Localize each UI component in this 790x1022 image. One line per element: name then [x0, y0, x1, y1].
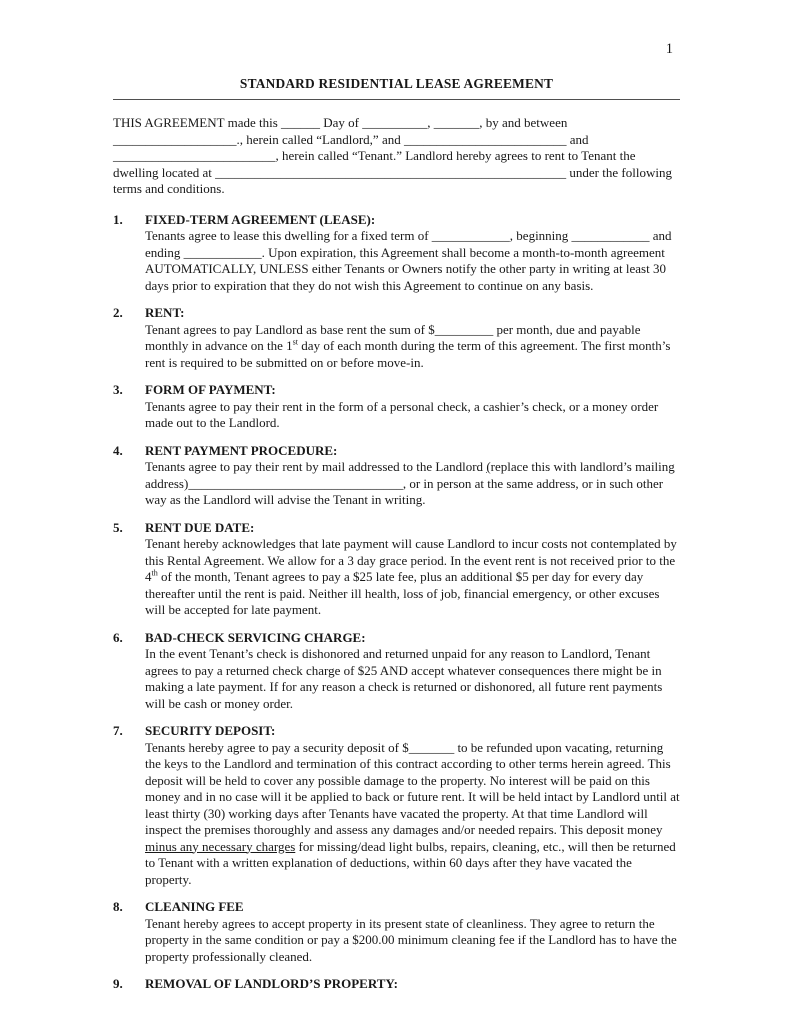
section-number: 9. [113, 976, 123, 992]
section-body: Tenants agree to pay their rent in the form of a personal check, a cashier’s check, or a money order made out to the Landlord. [145, 398, 659, 431]
section-body: Tenant hereby acknowledges that late payment will cause Landlord to incur costs not contemplated by this Rental Agreement. We allow for a 3 day grace period. In the event rent is not received prior to the 4th of the month, Tenant agrees to pay a $25 late fee, plus an additional $5 per day for every day thereafter until the rent is paid. Neither ill health, loss of job, financial emergency, or other excuses will be accepted for late payment. [145, 536, 677, 618]
section-number: 3. [113, 382, 123, 398]
section-body: Tenants agree to pay their rent by mail addressed to the Landlord (replace this with landlord’s mailing address)_________________________________, or in person at the same address, or in such other way as the Landlord will advise the Tenant in writing. [145, 459, 675, 508]
intro-paragraph: THIS AGREEMENT made this ______ Day of __________, _______, by and between ___________________., herein called “Landlord,” and _________________________ and _________________________, herein called “Tenant.” Landlord hereby agrees to rent to Tenant the dwelling located at ______________________________________________________ under the following terms and conditions. [113, 115, 672, 197]
sections-list [113, 212, 680, 993]
section-form-of-payment [113, 382, 680, 432]
section-rent-payment-procedure [113, 443, 680, 509]
section-number: 4. [113, 442, 123, 458]
section-number: 8. [113, 899, 123, 915]
section-heading: BAD-CHECK SERVICING CHARGE: [145, 629, 366, 645]
section-number: 5. [113, 519, 123, 535]
section-body: Tenants agree to lease this dwelling for a fixed term of ____________, beginning ____________ and ending ____________. Upon expiration, this Agreement shall become a month-to-month agreement AUTOMATICALLY, UNLESS either Tenants or Owners notify the other party in writing at least 30 days prior to expiration that they do not wish this Agreement to continue on any basis. [145, 228, 672, 293]
section-bad-check-servicing-charge [113, 630, 680, 713]
section-rent-due-date [113, 520, 680, 619]
section-heading: FIXED-TERM AGREEMENT (LEASE): [145, 211, 376, 227]
section-security-deposit [113, 723, 680, 888]
section-cleaning-fee [113, 899, 680, 965]
section-heading: RENT DUE DATE: [145, 519, 255, 535]
document-title: STANDARD RESIDENTIAL LEASE AGREEMENT [239, 76, 554, 91]
section-heading: RENT PAYMENT PROCEDURE: [145, 442, 338, 458]
section-body: Tenants hereby agree to pay a security deposit of $_______ to be refunded upon vacating, returning the keys to the Landlord and termination of this contract according to other terms herein agreed. This deposit will be held to cover any possible damage to the property. No interest will be paid on this money and in no case will it be applied to back or future rent. It will be held intact by Landlord until at least thirty (30) working days after Tenants have vacated the property. At that time Landlord will inspect the premises thoroughly and assess any damages and/or needed repairs. This deposit money minus any necessary charges for missing/dead light bulbs, repairs, cleaning, etc., will then be returned to Tenant with a written explanation of deductions, within 60 days after they have vacated the property. [145, 739, 680, 887]
section-number: 6. [113, 629, 123, 645]
section-removal-of-landlords-property [113, 976, 680, 993]
section-heading: REMOVAL OF LANDLORD’S PROPERTY: [145, 976, 398, 992]
section-number: 2. [113, 305, 123, 321]
section-heading: CLEANING FEE [145, 899, 244, 915]
section-body: In the event Tenant’s check is dishonored and returned unpaid for any reason to Landlord, Tenant agrees to pay a returned check charge of $25 AND accept whatever consequences there might be in making a late payment. If for any reason a check is returned or dishonored, all future rent payments will be cash or money order. [145, 646, 663, 711]
page-number: 1 [665, 41, 673, 57]
section-heading: FORM OF PAYMENT: [145, 382, 276, 398]
section-heading: RENT: [145, 305, 185, 321]
section-number: 1. [113, 211, 123, 227]
section-number: 7. [113, 723, 123, 739]
title-divider-line [113, 99, 680, 100]
section-fixed-term-agreement [113, 212, 680, 295]
section-heading: SECURITY DEPOSIT: [145, 723, 276, 739]
section-rent [113, 305, 680, 371]
section-body: Tenant hereby agrees to accept property in its present state of cleanliness. They agree to return the property in the same condition or pay a $200.00 minimum cleaning fee if the Landlord has to have the property professionally cleaned. [145, 915, 677, 964]
section-body: Tenant agrees to pay Landlord as base rent the sum of $_________ per month, due and payable monthly in advance on the 1st day of each month during the term of this agreement. The first month’s rent is required to be submitted on or before move-in. [145, 321, 671, 370]
